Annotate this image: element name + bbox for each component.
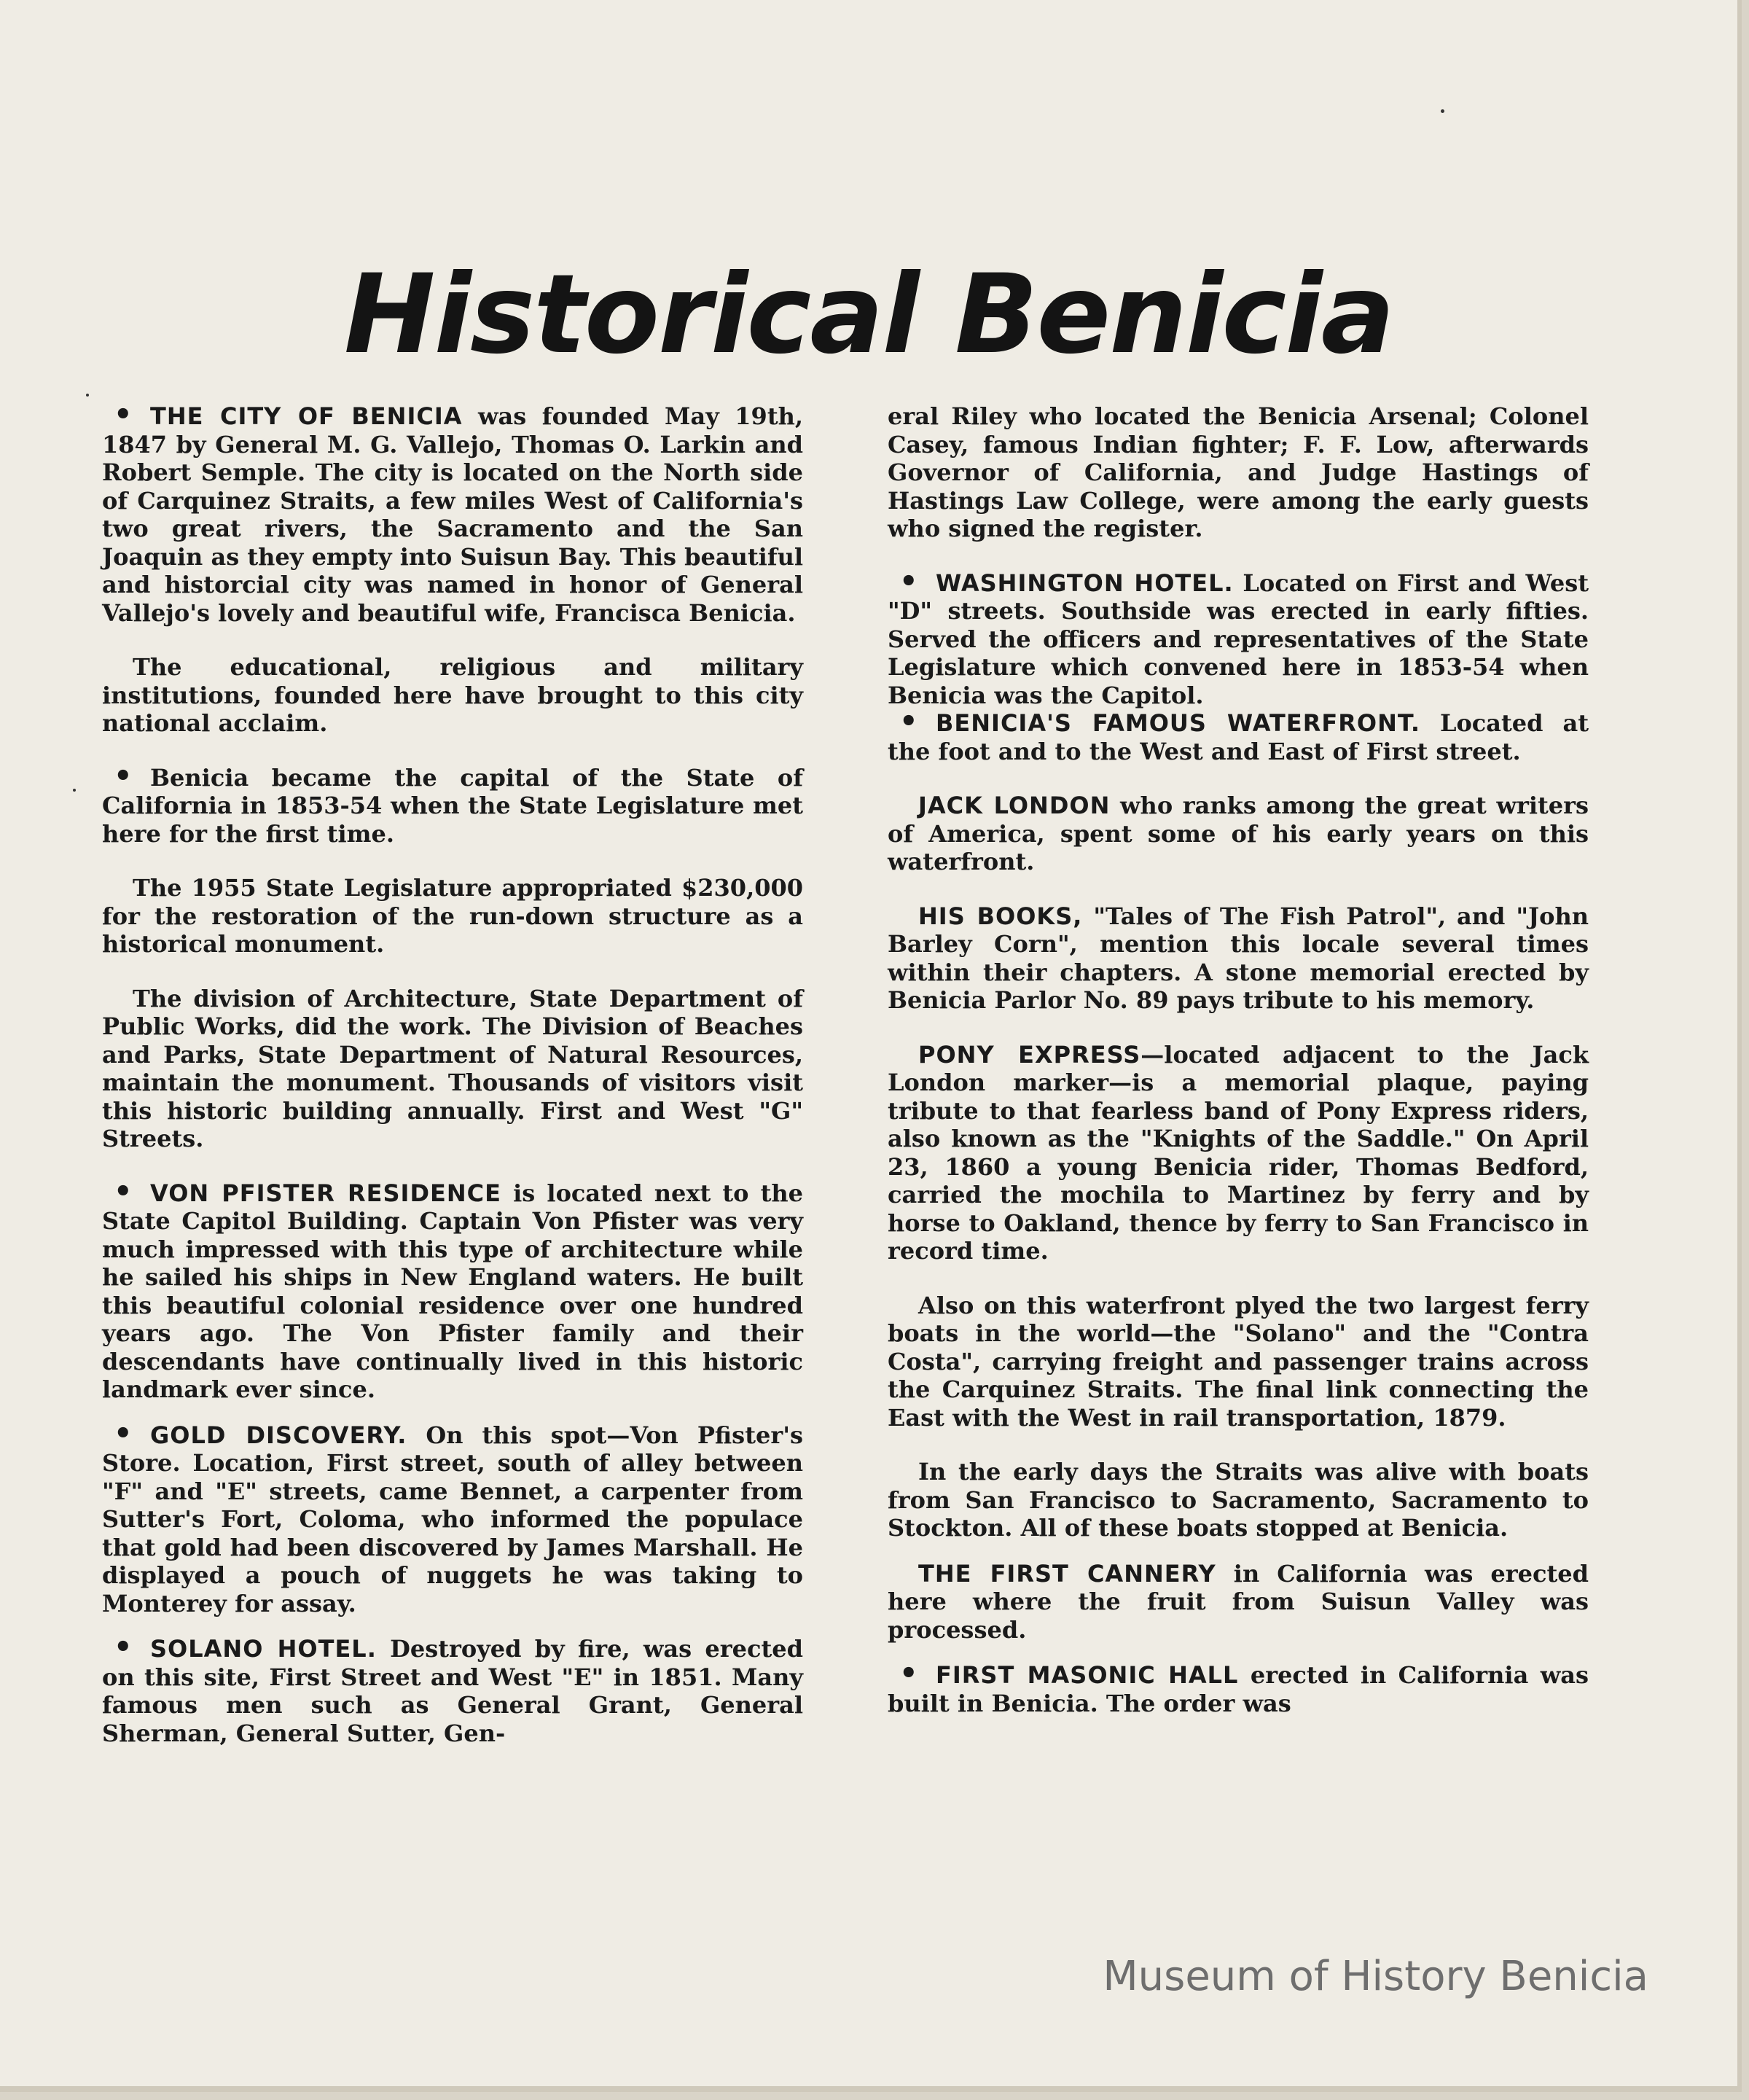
paragraph-text: Located at the foot and to the West and East of First street. xyxy=(888,709,1589,765)
paragraph-lead: PONY EXPRESS xyxy=(918,1040,1141,1069)
paragraph-text: eral Riley who located the Benicia Arsenal; Colonel Casey, famous Indian fighter; F. F. Low, afterwards Governor of California, and Judge Hastings of Hastings Law College, were among the early guests who signed the register. xyxy=(888,402,1589,542)
page-title: Historical Benicia xyxy=(344,251,1393,378)
paragraph-gold-discovery xyxy=(102,1421,803,1618)
paragraph-lead: VON PFISTER RESIDENCE xyxy=(150,1179,502,1207)
paragraph-first-cannery xyxy=(888,1560,1589,1644)
paragraph-ferry-boats xyxy=(888,1292,1589,1432)
right-column xyxy=(888,402,1589,1717)
paper-speck xyxy=(73,789,76,792)
paragraph-lead: JACK LONDON xyxy=(918,792,1111,819)
paragraph-lead: THE CITY OF BENICIA xyxy=(150,402,463,430)
paragraph-text: On this spot—Von Pfister's Store. Location, First street, south of alley between "F" and "E" streets, came Bennet, a carpenter from Sutter's Fort, Coloma, who informed the populace that gold had been discovered by James Marshall. He displayed a pouch of nuggets he was taking to Monterey for assay. xyxy=(102,1421,803,1617)
paragraph-text: —located adjacent to the Jack London marker—is a memorial plaque, paying tribute to that fearless band of Pony Express riders, also known as the "Knights of the Saddle." On April 23, 1860 a young Benicia rider, Thomas Bedford, carried the mochila to Martinez by ferry and by horse to Oakland, thence by ferry to San Francisco in record time. xyxy=(888,1040,1589,1265)
paragraph-text: was founded May 19th, 1847 by General M. G. Vallejo, Thomas O. Larkin and Robert Semple. The city is located on the North side of Carquinez Straits, a few miles West of California's two great rivers, the Sacramento and the San Joaquin as they empty into Suisun Bay. This beautiful and historcial city was named in honor of General Vallejo's lovely and beautiful wife, Francisca Benicia. xyxy=(102,402,804,627)
paragraph-lead: BENICIA'S FAMOUS WATERFRONT. xyxy=(936,709,1420,737)
left-column xyxy=(102,402,803,1747)
paragraph-text: The educational, religious and military institutions, founded here have brought to this city national acclaim. xyxy=(102,653,803,737)
paragraph-text: is located next to the State Capitol Building. Captain Von Pfister was very much impressed with this type of architecture while he sailed his ships in New England waters. He built this beautiful colonial residence over one hundred years ago. The Von Pfister family and their descendants have continually lived in this historic landmark ever since. xyxy=(102,1179,804,1403)
paragraph-text: The 1955 State Legislature appropriated $230,000 for the restoration of the run-down structure as a historical monument. xyxy=(102,874,803,958)
paragraph-text: who ranks among the great writers of America, spent some of his early years on this waterfront. xyxy=(888,792,1589,875)
paragraph-lead: THE FIRST CANNERY xyxy=(918,1559,1216,1588)
paragraph-architecture-division xyxy=(102,985,803,1153)
paragraph-his-books xyxy=(888,902,1589,1015)
paragraph-text: in California was erected here where the fruit from Suisun Valley was processed. xyxy=(888,1559,1589,1644)
paragraph-capital xyxy=(102,764,803,848)
paragraph-washington-hotel xyxy=(888,569,1589,710)
paragraph-early-days xyxy=(888,1458,1589,1542)
paragraph-lead: GOLD DISCOVERY. xyxy=(150,1421,407,1449)
museum-watermark: Museum of History Benicia xyxy=(1103,1953,1648,2000)
paragraph-text: The division of Architecture, State Department of Public Works, did the work. The Division of Beaches and Parks, State Department of Natural Resources, maintain the monument. Thousands of visitors visit this historic building annually. First and West "G" Streets. xyxy=(102,984,803,1152)
paper-speck xyxy=(1441,109,1444,113)
paragraph-text: In the early days the Straits was alive with boats from San Francisco to Sacramento, Sacramento to Stockton. All of these boats stopped at Benicia. xyxy=(888,1458,1589,1542)
paragraph-lead: FIRST MASONIC HALL xyxy=(936,1661,1239,1689)
paragraph-text: erected in California was built in Benicia. The order was xyxy=(888,1661,1589,1717)
paragraph-waterfront xyxy=(888,709,1589,765)
paragraph-jack-london xyxy=(888,792,1589,876)
paragraph-city-of-benicia xyxy=(102,402,803,627)
paper-speck xyxy=(86,394,89,397)
paragraph-register-guests xyxy=(888,402,1589,543)
paragraph-von-pfister xyxy=(102,1179,803,1404)
paragraph-text: Benicia became the capital of the State of California in 1853-54 when the State Legislature met here for the first time. xyxy=(102,763,803,848)
paragraph-text: Also on this waterfront plyed the two largest ferry boats in the world—the "Solano" and the "Contra Costa", carrying freight and passenger trains across the Carquinez Straits. The final link connecting the East with the West in rail transportation, 1879. xyxy=(888,1291,1589,1432)
paragraph-solano-hotel xyxy=(102,1635,803,1747)
paragraph-masonic-hall xyxy=(888,1661,1589,1717)
paragraph-pony-express xyxy=(888,1041,1589,1265)
paragraph-text: "Tales of The Fish Patrol", and "John Barley Corn", mention this locale several times within their chapters. A stone memorial erected by Benicia Parlor No. 89 pays tribute to his memory. xyxy=(888,902,1589,1014)
paragraph-text: Destroyed by fire, was erected on this site, First Street and West "E" in 1851. Many famous men such as General Grant, General Sherman, General Sutter, Gen- xyxy=(102,1635,804,1747)
paragraph-lead: HIS BOOKS, xyxy=(918,902,1083,930)
paragraph-lead: WASHINGTON HOTEL. xyxy=(936,569,1234,597)
paragraph-lead: SOLANO HOTEL. xyxy=(150,1635,377,1663)
paragraph-1955-legislature xyxy=(102,874,803,959)
paragraph-text: Located on First and West "D" streets. Southside was erected in early fifties. Served the officers and representatives of the State Legislature which convened here in 1853-54 when Benicia was the Capitol. xyxy=(888,569,1589,709)
paragraph-institutions xyxy=(102,653,803,738)
